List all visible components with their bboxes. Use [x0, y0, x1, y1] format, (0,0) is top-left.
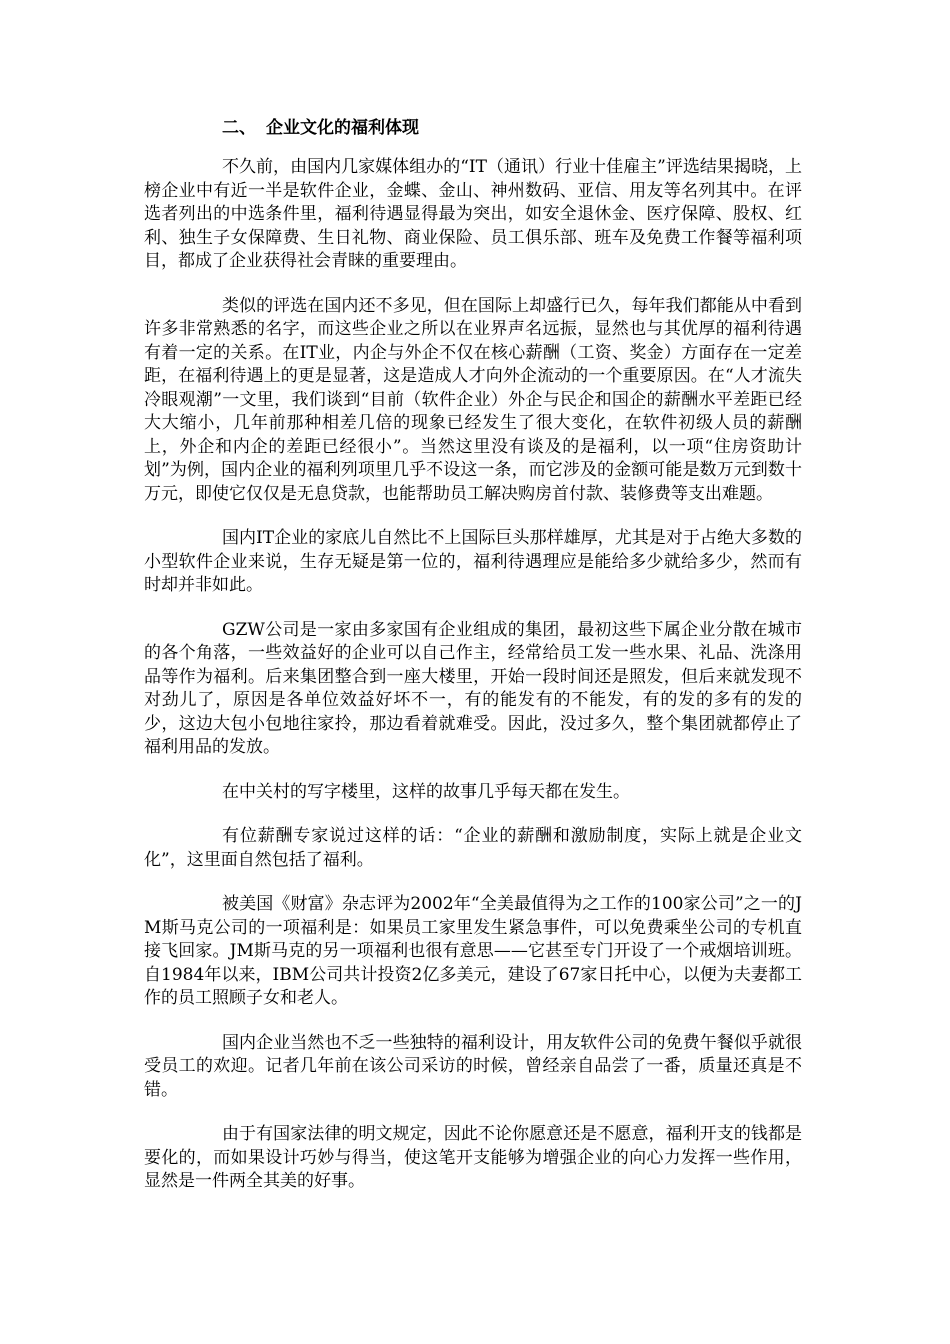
- section-heading: [144, 116, 802, 140]
- paragraph-1: 不久前，由国内几家媒体组办的“IT（通讯）行业十佳雇主”评选结果揭晓，上榜企业中有近一半是软件企业，金蝶、金山、神州数码、亚信、用友等名列其中。在评选者列出的中选条件里，福利待遇显得最为突出，如安全退休金、医疗保障、股权、红利、独生子女保障费、生日礼物、商业保险、员工俱乐部、班车及免费工作餐等福利项目，都成了企业获得社会青睐的重要理由。: [144, 157, 802, 271]
- document-body: [144, 116, 802, 1215]
- paragraph-7: 被美国《财富》杂志评为2002年“全美最值得为之工作的100家公司”之一的JM斯马克公司的一项福利是：如果员工家里发生紧急事件，可以免费乘坐公司的专机直接飞回家。JM斯马克的另一项福利也很有意思——它甚至专门开设了一个戒烟培训班。自1984年以来，IBM公司共计投资2亿多美元，建设了67家日托中心，以便为夫妻都工作的员工照顾子女和老人。: [144, 894, 802, 1008]
- paragraph-2: 类似的评选在国内还不多见，但在国际上却盛行已久，每年我们都能从中看到许多非常熟悉的名字，而这些企业之所以在业界声名远振，显然也与其优厚的福利待遇有着一定的关系。在IT业，内企与外企不仅在核心薪酬（工资、奖金）方面存在一定差距，在福利待遇上的更是显著，这是造成人才向外企流动的一个重要原因。在“人才流失冷眼观潮”一文里，我们谈到“目前（软件企业）外企与民企和国企的薪酬水平差距已经大大缩小，几年前那种相差几倍的现象已经发生了很大变化，在软件初级人员的薪酬上，外企和内企的差距已经很小”。当然这里没有谈及的是福利，以一项“住房资助计划”为例，国内企业的福利列项里几乎不设这一条，而它涉及的金额可能是数万元到数十万元，即使它仅仅是无息贷款，也能帮助员工解决购房首付款、装修费等支出难题。: [144, 295, 802, 504]
- paragraph-3: 国内IT企业的家底儿自然比不上国际巨头那样雄厚，尤其是对于占绝大多数的小型软件企业来说，生存无疑是第一位的，福利待遇理应是能给多少就给多少，然而有时却并非如此。: [144, 528, 802, 595]
- paragraph-6: 有位薪酬专家说过这样的话：“企业的薪酬和激励制度，实际上就是企业文化”，这里面自然包括了福利。: [144, 826, 802, 870]
- paragraph-9: 由于有国家法律的明文规定，因此不论你愿意还是不愿意，福利开支的钱都是要化的，而如果设计巧妙与得当，使这笔开支能够为增强企业的向心力发挥一些作用，显然是一件两全其美的好事。: [144, 1124, 802, 1191]
- section-title: 企业文化的福利体现: [266, 118, 419, 138]
- paragraph-8: 国内企业当然也不乏一些独特的福利设计，用友软件公司的免费午餐似乎就很受员工的欢迎。记者几年前在该公司采访的时候，曾经亲自品尝了一番，质量还真是不错。: [144, 1032, 802, 1100]
- section-number: 二、: [222, 118, 256, 138]
- paragraph-5: 在中关村的写字楼里，这样的故事几乎每天都在发生。: [222, 781, 630, 802]
- paragraph-4: GZW公司是一家由多家国有企业组成的集团，最初这些下属企业分散在城市的各个角落，一些效益好的企业可以自己作主，经常给员工发一些水果、礼品、洗涤用品等作为福利。后来集团整合到一座大楼里，开始一段时间还是照发，但后来就发现不对劲儿了，原因是各单位效益好坏不一，有的能发有的不能发，有的发的多有的发的少，这边大包小包地往家拎，那边看着就难受。因此，没过多久，整个集团就都停止了福利用品的发放。: [144, 619, 802, 757]
